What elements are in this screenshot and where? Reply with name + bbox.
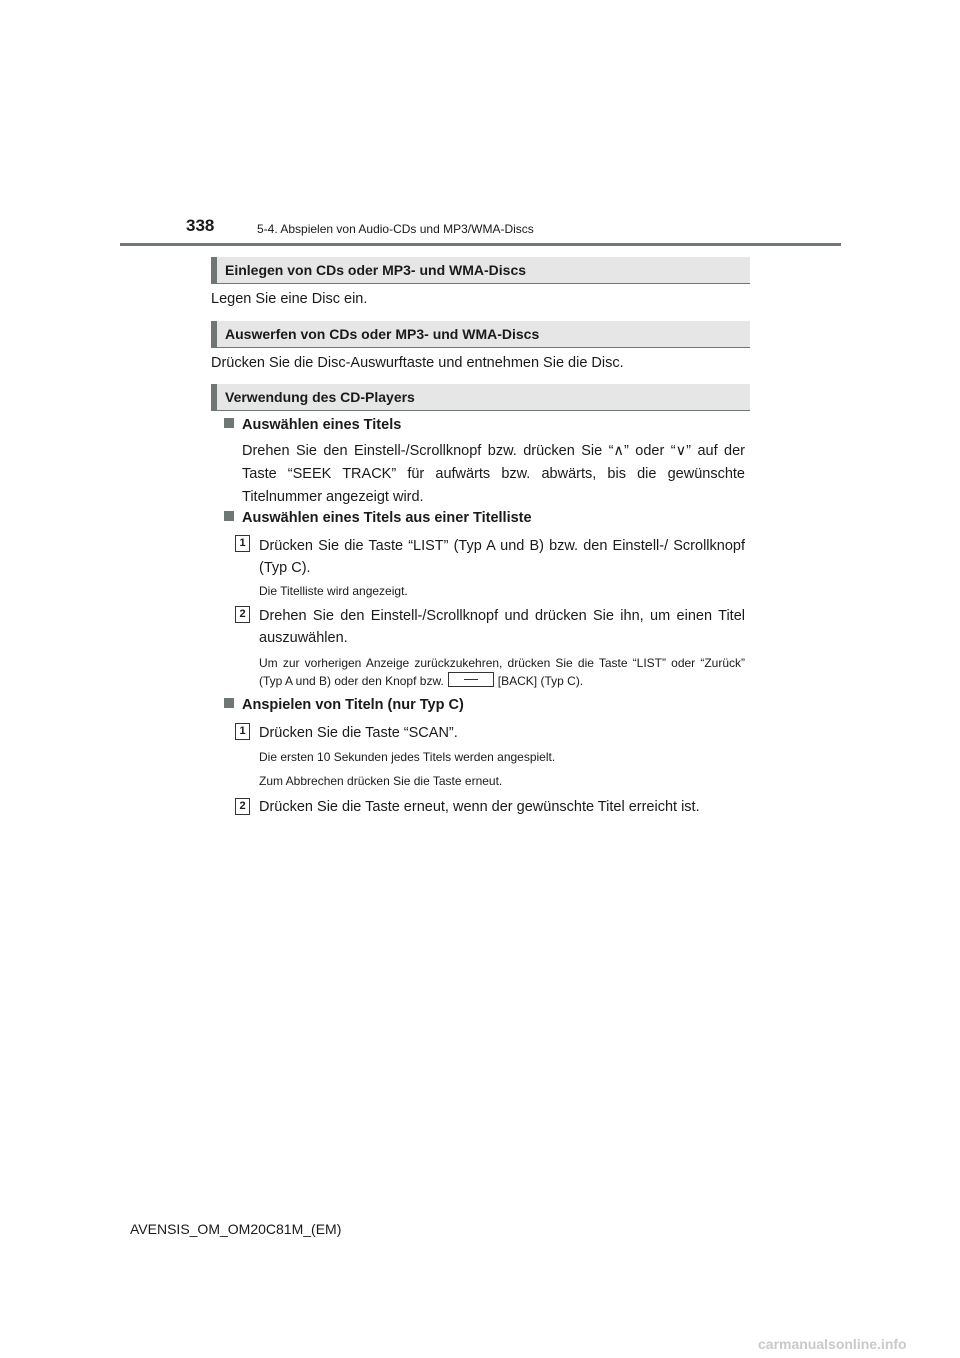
section-heading-cd-player-label: Verwendung des CD-Players xyxy=(225,389,415,405)
subheading-track-list-label: Auswählen eines Titels aus einer Titelliste xyxy=(242,510,532,526)
step-number-badge: 1 xyxy=(235,535,250,552)
scan-step1-text: Drücken Sie die Taste “SCAN”. xyxy=(259,725,458,741)
subheading-track-select xyxy=(224,417,401,433)
eject-text: Drücken Sie die Disc-Auswurftaste und entnehmen Sie die Disc. xyxy=(211,355,624,371)
square-bullet-icon xyxy=(224,511,234,521)
square-bullet-icon xyxy=(224,698,234,708)
subheading-scan xyxy=(224,697,464,713)
section-heading-insert-label: Einlegen von CDs oder MP3- und WMA-Discs xyxy=(225,262,527,278)
insert-text: Legen Sie eine Disc ein. xyxy=(211,291,368,307)
section-heading-eject-label: Auswerfen von CDs oder MP3- und WMA-Discs xyxy=(225,326,540,342)
page-number: 338 xyxy=(186,216,215,235)
track-list-step2-text: Drehen Sie den Einstell-/Scrollknopf und drücken Sie ihn, um einen Titel auszuwählen. xyxy=(259,608,745,646)
step-number-badge: 2 xyxy=(235,606,250,623)
step-number-badge: 1 xyxy=(235,723,250,740)
watermark: carmanualsonline.info xyxy=(758,1336,907,1352)
scan-step2-text: Drücken Sie die Taste erneut, wenn der gewünschte Titel erreicht ist. xyxy=(259,799,700,815)
track-select-text: Drehen Sie den Einstell-/Scrollknopf bzw. drücken Sie “∧” oder “∨” auf der Taste “SEEK TRACK” für aufwärts bzw. abwärts, bis die gewünschte Titelnummer angezeigt wird. xyxy=(242,443,745,505)
chapter-title: 5-4. Abspielen von Audio-CDs und MP3/WMA-Discs xyxy=(257,222,534,236)
step-number-badge: 2 xyxy=(235,798,250,815)
subheading-track-list xyxy=(224,510,532,526)
document-code: AVENSIS_OM_OM20C81M_(EM) xyxy=(130,1221,342,1237)
scan-step1-note1: Die ersten 10 Sekunden jedes Titels werden angespielt. xyxy=(259,750,556,764)
section-heading-insert xyxy=(211,257,750,284)
track-list-step2-note-tail: [BACK] (Typ C). xyxy=(497,674,584,688)
header-rule xyxy=(120,243,841,246)
subheading-scan-label: Anspielen von Titeln (nur Typ C) xyxy=(242,697,464,713)
section-heading-cd-player xyxy=(211,384,750,411)
track-list-step1-text: Drücken Sie die Taste “LIST” (Typ A und B) bzw. den Einstell-/ Scrollknopf (Typ C). xyxy=(259,538,745,576)
back-button-icon xyxy=(448,672,494,687)
track-list-step2-note-text: Um zur vorherigen Anzeige zurückzukehren, drücken Sie die Taste “LIST” oder “Zurück” (Typ A und B) oder den Knopf bzw. xyxy=(259,656,745,688)
square-bullet-icon xyxy=(224,418,234,428)
track-list-step1-note: Die Titelliste wird angezeigt. xyxy=(259,584,408,598)
section-heading-eject xyxy=(211,321,750,348)
scan-step1-note2: Zum Abbrechen drücken Sie die Taste erneut. xyxy=(259,774,503,788)
subheading-track-select-label: Auswählen eines Titels xyxy=(242,417,402,433)
track-list-step2-note xyxy=(259,654,745,690)
